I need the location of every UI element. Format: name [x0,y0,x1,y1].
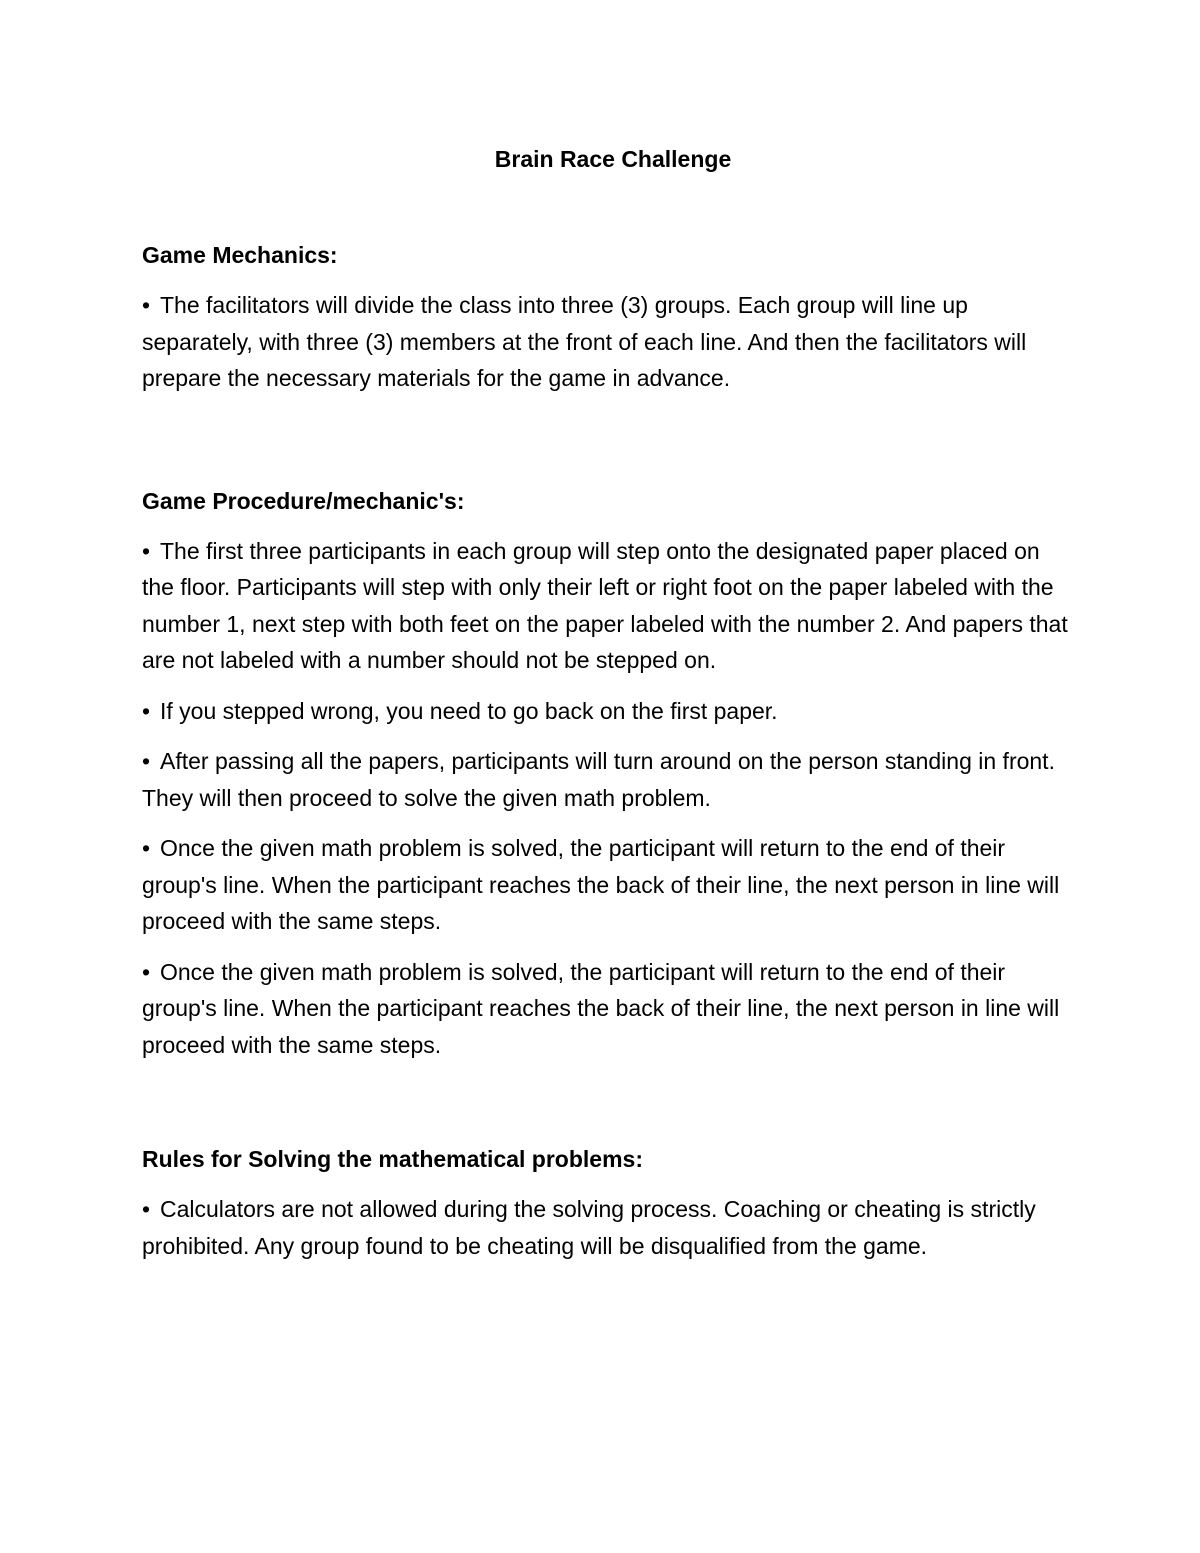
bullet-text: Once the given math problem is solved, the participant will return to the end of their group's line. When the participant reaches the back of their line, the next person in line will proceed with the same steps. [142,835,1060,934]
bullet-item [142,287,1072,397]
bullet-item [142,954,1072,1064]
bullet-icon: • [142,1196,151,1222]
bullet-text: The facilitators will divide the class into three (3) groups. Each group will line up separately, with three (3) members at the front of each line. And then the facilitators will prepare the necessary materials for the game in advance. [142,292,1027,391]
bullet-text: Calculators are not allowed during the solving process. Coaching or cheating is strictly prohibited. Any group found to be cheating will be disqualified from the game. [142,1196,1036,1259]
bullet-icon: • [142,748,151,774]
bullet-text: Once the given math problem is solved, the participant will return to the end of their group's line. When the participant reaches the back of their line, the next person in line will proceed with the same steps. [142,958,1060,1058]
bullet-icon: • [142,292,151,318]
section-heading-rules: Rules for Solving the mathematical problems: [142,1146,643,1172]
bullet-text: After passing all the papers, participants will turn around on the person standing in front. They will then proceed to solve the given math problem. [142,748,1055,811]
bullet-text: The first three participants in each group will step onto the designated paper placed on the floor. Participants will step with only their left or right foot on the paper labeled with the number 1, next step with both feet on the paper labeled with the number 2. And papers that are not labeled with a number should not be stepped on. [142,537,1068,673]
bullet-item [142,743,1072,816]
bullet-icon: • [142,537,151,564]
section-heading-game-procedure: Game Procedure/mechanic's: [142,487,465,514]
bullet-item [142,693,1072,730]
bullet-item [142,1191,1072,1264]
bullet-icon: • [142,835,151,861]
section-heading-game-mechanics: Game Mechanics: [142,242,338,268]
document-page [142,141,1072,1264]
bullet-icon: • [142,958,151,985]
bullet-item [142,830,1072,940]
bullet-icon: • [142,697,151,724]
bullet-text: If you stepped wrong, you need to go back on the first paper. [160,697,778,724]
document-title: Brain Race Challenge [494,146,732,172]
bullet-item [142,533,1072,679]
